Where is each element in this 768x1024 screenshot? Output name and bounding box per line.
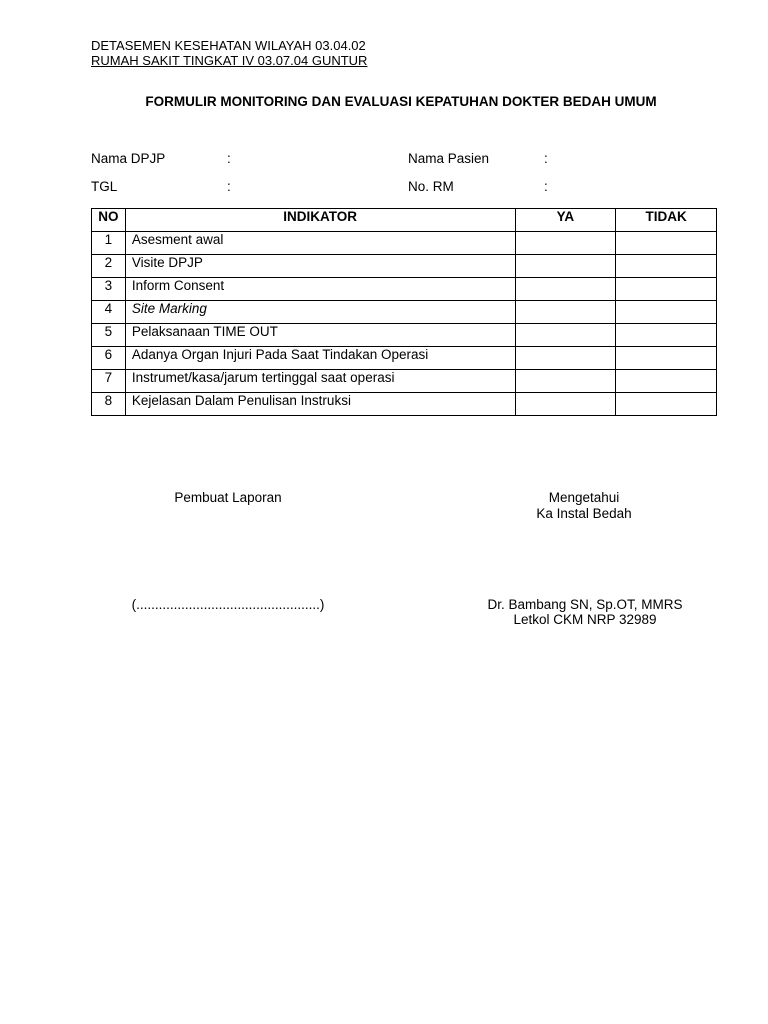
row-indicator: Kejelasan Dalam Penulisan Instruksi xyxy=(125,393,515,416)
tidak-cell[interactable] xyxy=(616,324,717,347)
row-indicator: Inform Consent xyxy=(125,278,515,301)
indicator-table xyxy=(91,208,717,416)
header-line-1: DETASEMEN KESEHATAN WILAYAH 03.04.02 xyxy=(91,38,366,53)
tidak-cell[interactable] xyxy=(616,301,717,324)
row-number: 8 xyxy=(92,393,126,416)
no-rm-label: No. RM xyxy=(408,179,454,194)
table-row xyxy=(92,370,717,393)
ya-cell[interactable] xyxy=(515,393,616,416)
tgl-label: TGL xyxy=(91,179,118,194)
row-number: 2 xyxy=(92,255,126,278)
row-number: 6 xyxy=(92,347,126,370)
no-rm-colon: : xyxy=(544,179,548,194)
tidak-cell[interactable] xyxy=(616,393,717,416)
nama-dpjp-label: Nama DPJP xyxy=(91,151,166,166)
table-row xyxy=(92,301,717,324)
pembuat-laporan-signature-line: (.................................................) xyxy=(131,597,325,612)
table-row xyxy=(92,232,717,255)
form-title: FORMULIR MONITORING DAN EVALUASI KEPATUHAN DOKTER BEDAH UMUM xyxy=(145,94,657,109)
ka-instal-bedah-title: Ka Instal Bedah xyxy=(536,506,632,521)
tidak-cell[interactable] xyxy=(616,255,717,278)
col-header-ya: YA xyxy=(515,209,616,232)
mengetahui-title: Mengetahui xyxy=(548,490,620,505)
ya-cell[interactable] xyxy=(515,301,616,324)
row-indicator: Instrumet/kasa/jarum tertinggal saat operasi xyxy=(125,370,515,393)
ya-cell[interactable] xyxy=(515,324,616,347)
tidak-cell[interactable] xyxy=(616,278,717,301)
signer-name: Dr. Bambang SN, Sp.OT, MMRS xyxy=(487,597,683,612)
tidak-cell[interactable] xyxy=(616,370,717,393)
nama-dpjp-colon: : xyxy=(227,151,231,166)
row-indicator: Adanya Organ Injuri Pada Saat Tindakan Operasi xyxy=(125,347,515,370)
table-header-row xyxy=(92,209,717,232)
ya-cell[interactable] xyxy=(515,347,616,370)
col-header-tidak: TIDAK xyxy=(616,209,717,232)
row-indicator: Pelaksanaan TIME OUT xyxy=(125,324,515,347)
row-indicator: Visite DPJP xyxy=(125,255,515,278)
tgl-colon: : xyxy=(227,179,231,194)
ya-cell[interactable] xyxy=(515,278,616,301)
row-number: 5 xyxy=(92,324,126,347)
tidak-cell[interactable] xyxy=(616,347,717,370)
ya-cell[interactable] xyxy=(515,255,616,278)
ya-cell[interactable] xyxy=(515,370,616,393)
table-row xyxy=(92,255,717,278)
col-header-no: NO xyxy=(92,209,126,232)
table-row xyxy=(92,393,717,416)
row-indicator: Site Marking xyxy=(125,301,515,324)
pembuat-laporan-title: Pembuat Laporan xyxy=(174,490,282,505)
row-number: 4 xyxy=(92,301,126,324)
col-header-indikator: INDIKATOR xyxy=(125,209,515,232)
table-row xyxy=(92,347,717,370)
ya-cell[interactable] xyxy=(515,232,616,255)
signer-rank: Letkol CKM NRP 32989 xyxy=(513,612,657,627)
row-indicator: Asesment awal xyxy=(125,232,515,255)
row-number: 1 xyxy=(92,232,126,255)
tidak-cell[interactable] xyxy=(616,232,717,255)
nama-pasien-label: Nama Pasien xyxy=(408,151,490,166)
row-number: 7 xyxy=(92,370,126,393)
header-line-2: RUMAH SAKIT TINGKAT IV 03.07.04 GUNTUR xyxy=(91,53,368,68)
nama-pasien-colon: : xyxy=(544,151,548,166)
table-row xyxy=(92,324,717,347)
table-row xyxy=(92,278,717,301)
row-number: 3 xyxy=(92,278,126,301)
